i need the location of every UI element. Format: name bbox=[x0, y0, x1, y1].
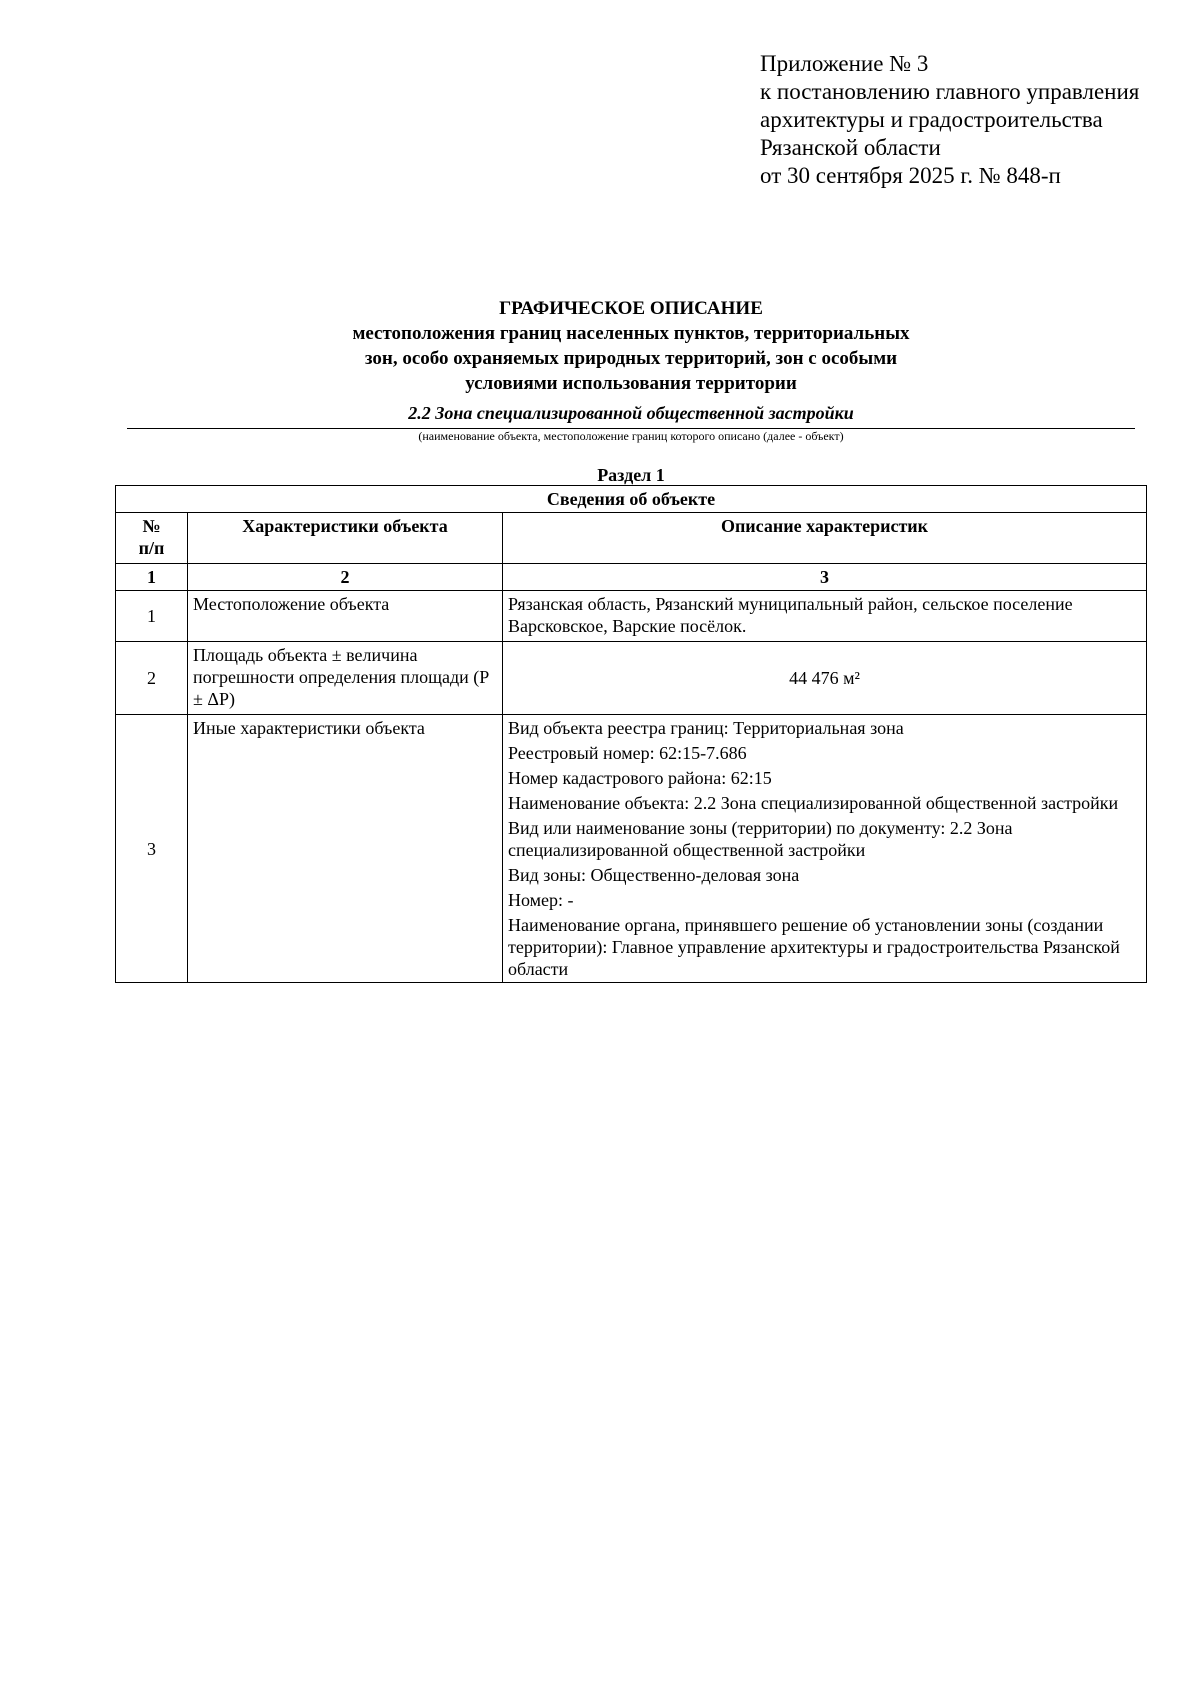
row-characteristic: Площадь объекта ± величина погрешности определения площади (P ± ΔP) bbox=[188, 642, 503, 715]
title-line: зон, особо охраняемых природных территорий, зон с особыми bbox=[364, 348, 898, 369]
description-line: Реестровый номер: 62:15-7.686 bbox=[508, 743, 747, 763]
description-line: Номер кадастрового района: 62:15 bbox=[508, 768, 772, 788]
appendix-line: Рязанской области bbox=[760, 135, 941, 160]
section-title: Раздел 1 bbox=[597, 465, 665, 485]
object-info-table bbox=[115, 485, 1147, 983]
column-index: 1 bbox=[116, 564, 188, 591]
title-line: ГРАФИЧЕСКОЕ ОПИСАНИЕ bbox=[499, 298, 763, 319]
object-name-caption: (наименование объекта, местоположение границ которого описано (далее - объект) bbox=[418, 429, 844, 443]
column-index: 2 bbox=[188, 564, 503, 591]
header-number-line1: № bbox=[142, 516, 161, 536]
header-number-line2: п/п bbox=[138, 538, 165, 558]
row-number: 3 bbox=[116, 715, 188, 983]
row-description bbox=[503, 715, 1147, 983]
table-header-row bbox=[116, 513, 1147, 564]
table-row bbox=[116, 715, 1147, 983]
row-description: Рязанская область, Рязанский муниципальный район, сельское поселение Варсковское, Варские посёлок. bbox=[503, 591, 1147, 642]
appendix-line: от 30 сентября 2025 г. № 848-п bbox=[760, 163, 1061, 188]
header-number bbox=[116, 513, 188, 564]
description-line: Вид объекта реестра границ: Территориальная зона bbox=[508, 718, 904, 738]
row-number: 2 bbox=[116, 642, 188, 715]
document-title bbox=[0, 296, 1200, 396]
row-description: 44 476 м² bbox=[503, 642, 1147, 715]
table-index-row bbox=[116, 564, 1147, 591]
header-characteristics: Характеристики объекта bbox=[188, 513, 503, 564]
title-line: местоположения границ населенных пунктов, территориальных bbox=[352, 323, 910, 344]
description-line: Вид зоны: Общественно-деловая зона bbox=[508, 865, 800, 885]
row-number: 1 bbox=[116, 591, 188, 642]
header-description: Описание характеристик bbox=[503, 513, 1147, 564]
title-line: условиями использования территории bbox=[465, 373, 797, 394]
row-characteristic: Местоположение объекта bbox=[188, 591, 503, 642]
appendix-line: архитектуры и градостроительства bbox=[760, 107, 1103, 132]
description-line: Наименование объекта: 2.2 Зона специализированной общественной застройки bbox=[508, 793, 1119, 813]
row-characteristic: Иные характеристики объекта bbox=[188, 715, 503, 983]
column-index: 3 bbox=[503, 564, 1147, 591]
table-caption-row bbox=[116, 486, 1147, 513]
table-row bbox=[116, 642, 1147, 715]
table-row bbox=[116, 591, 1147, 642]
appendix-line: к постановлению главного управления bbox=[760, 79, 1140, 104]
description-line: Наименование органа, принявшего решение об установлении зоны (создании территории): Главное управление архитектуры и градостроительства Рязанской области bbox=[508, 915, 1120, 979]
appendix-line: Приложение № 3 bbox=[760, 51, 929, 76]
description-line: Вид или наименование зоны (территории) по документу: 2.2 Зона специализированной общественной застройки bbox=[508, 818, 1013, 860]
table-caption: Сведения об объекте bbox=[116, 486, 1147, 513]
object-name: 2.2 Зона специализированной общественной застройки bbox=[127, 402, 1135, 429]
description-line: Номер: - bbox=[508, 890, 574, 910]
appendix-note bbox=[760, 50, 1139, 190]
